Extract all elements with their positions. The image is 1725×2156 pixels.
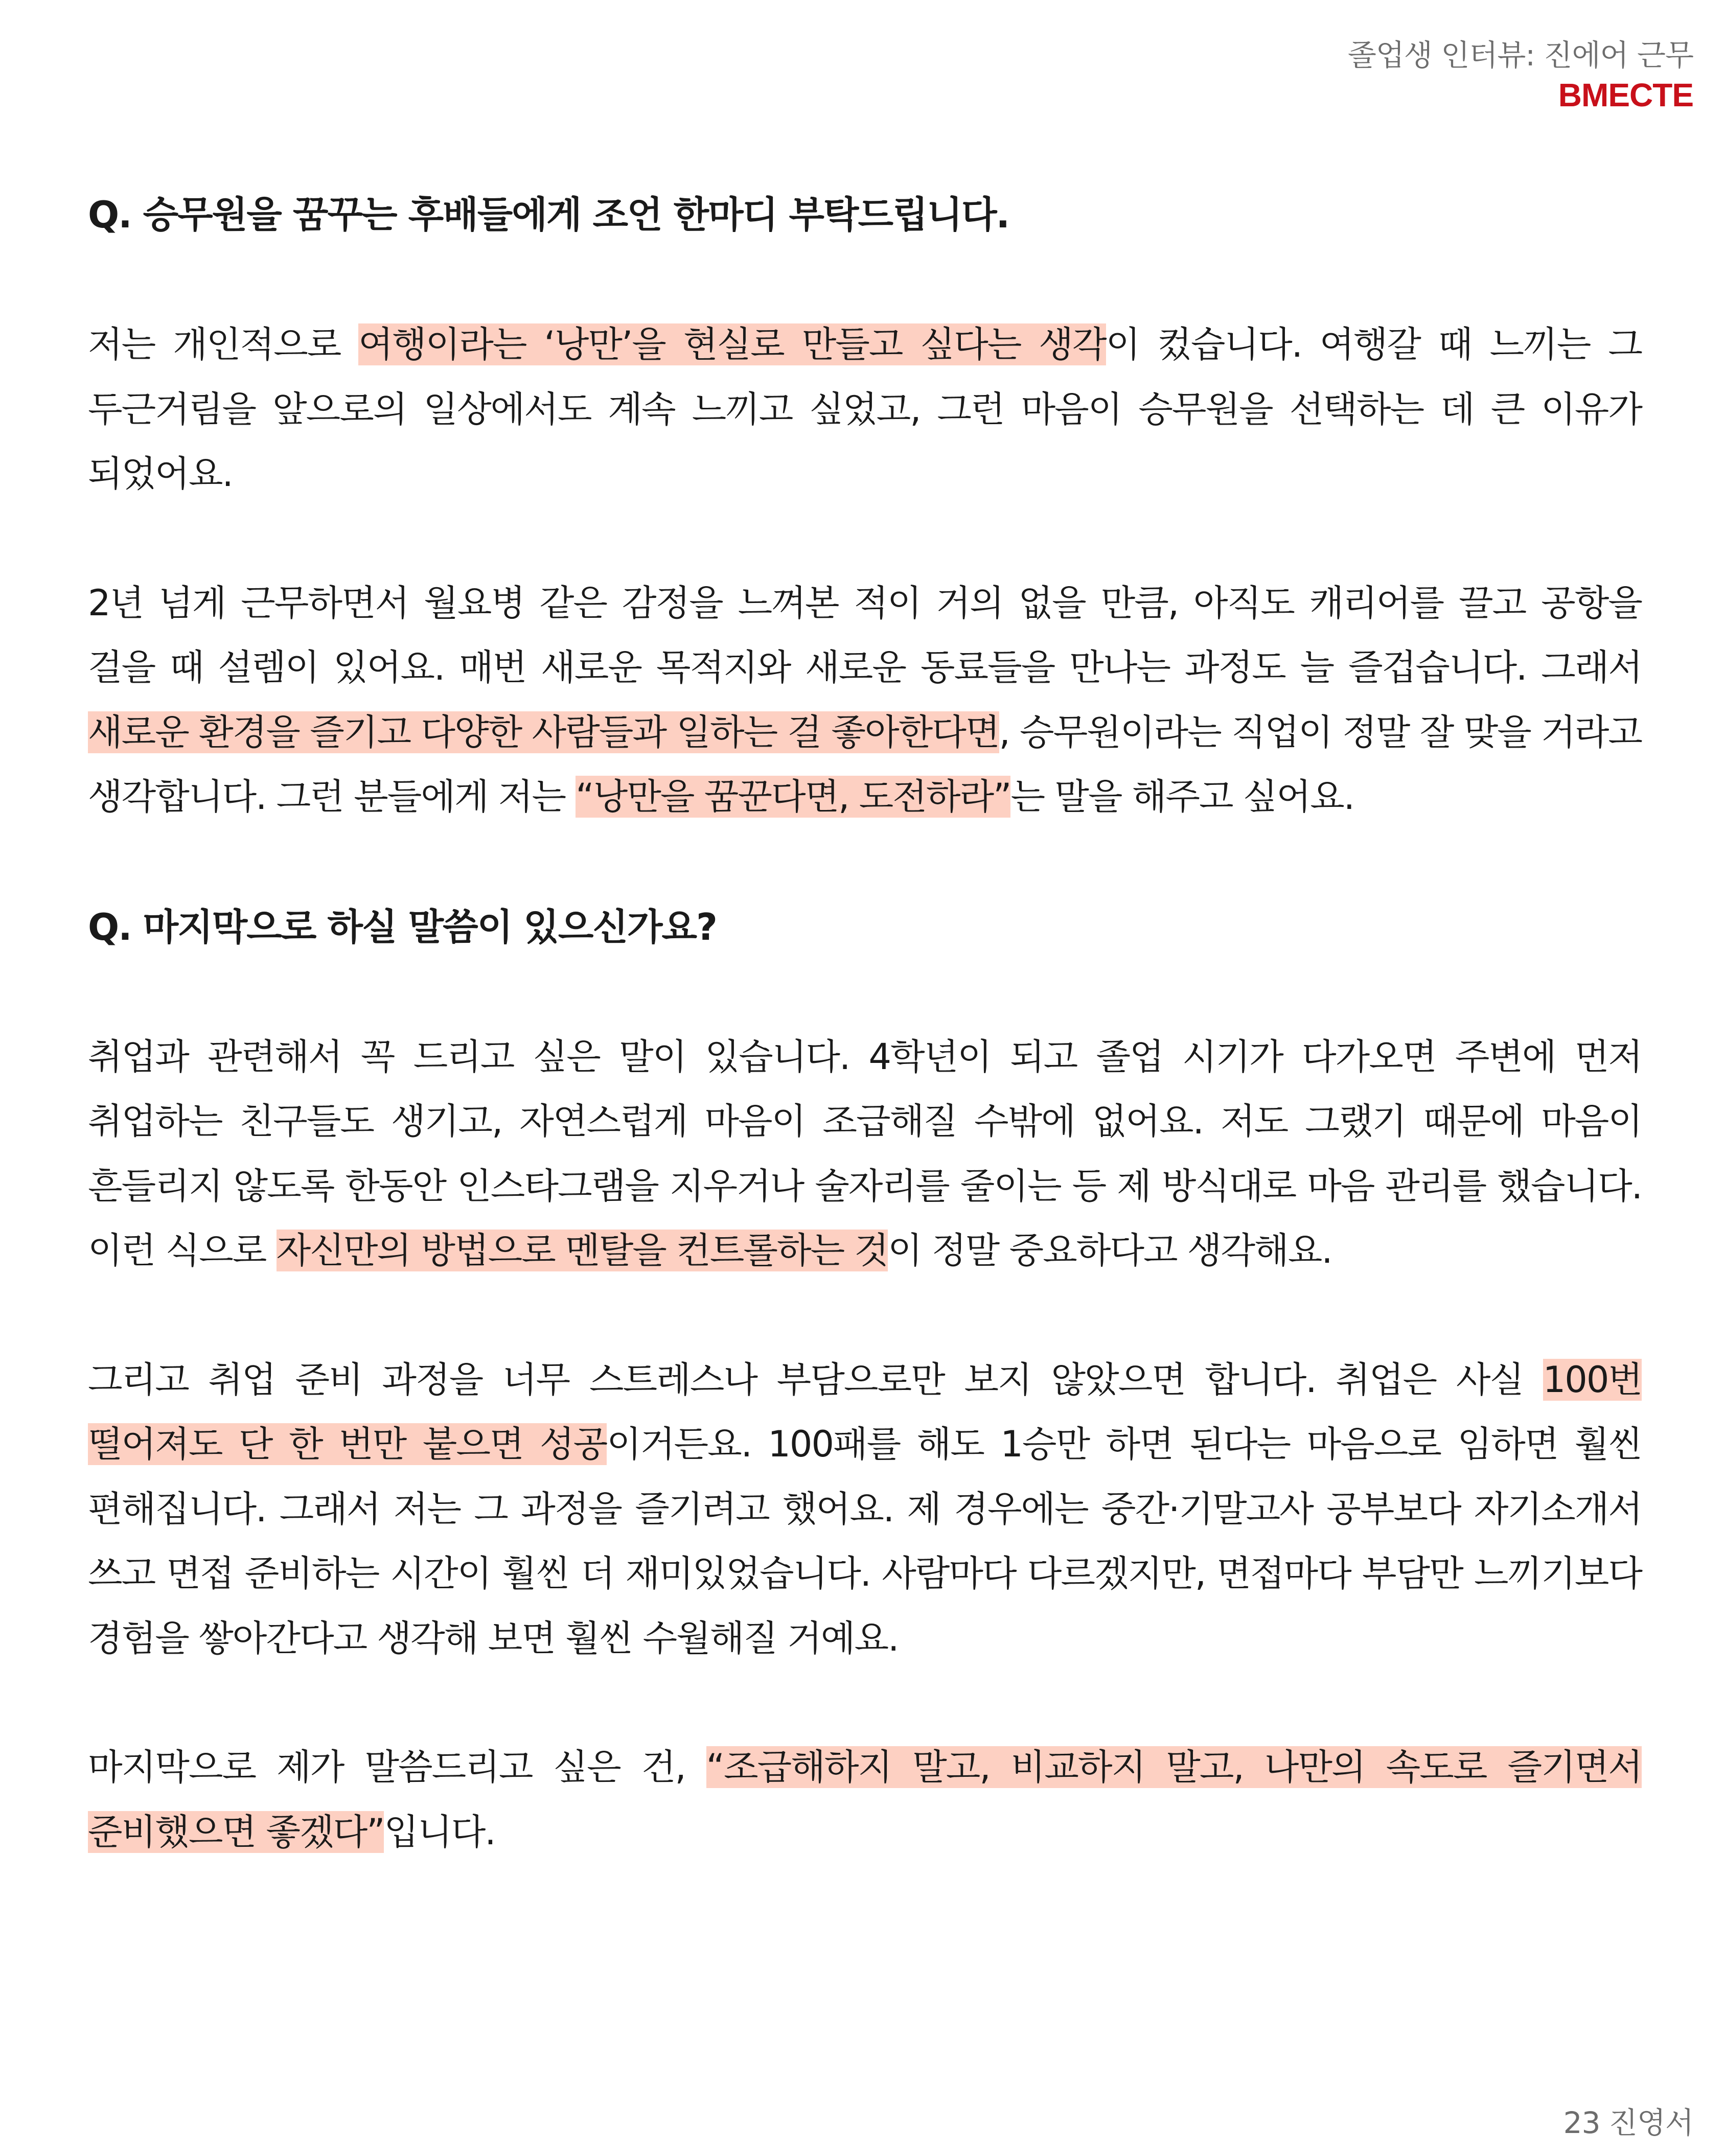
paragraph-text: 이거든요. 100패를 해도 1승만 하면 된다는 마음으로 임하면 훨씬 편해집니다. 그래서 저는 그 과정을 즐기려고 했어요. 제 경우에는 중간·기말고사 공부보다 자기소개서 쓰고 면접 준비하는 시간이 훨씬 더 재미있었습니다. 사람마다 다르겠지만, 면접마다 부담만 느끼기보다 경험을 쌓아간다고 생각해 보면 훨씬 수월해질 거예요. [88, 1423, 1642, 1659]
highlighted-phrase: 자신만의 방법으로 멘탈을 컨트롤하는 것 [276, 1230, 888, 1271]
page-number-footer: 23 진영서 [1563, 2105, 1693, 2140]
answer-paragraph-3 [88, 1025, 1642, 1283]
question-heading-1: Q. 승무원을 꿈꾸는 후배들에게 조언 한마디 부탁드립니다. [88, 193, 1009, 236]
highlighted-phrase: 100번 떨어져도 단 한 번만 붙으면 성공 [88, 1358, 1642, 1465]
answer-paragraph-2 [88, 571, 1642, 829]
answer-paragraph-4 [88, 1348, 1642, 1671]
paragraph-text: , 승무원이라는 직업이 정말 잘 맞을 거라고 생각합니다. 그런 분들에게 저는 [88, 711, 1642, 818]
answer-paragraph-5 [88, 1735, 1642, 1864]
paragraph-text: 는 말을 해주고 싶어요. [1010, 776, 1354, 818]
header-brand-logo: BMECTE [1558, 76, 1693, 113]
highlighted-quote: “낭만을 꿈꾼다면, 도전하라” [576, 776, 1011, 818]
question-heading-2: Q. 마지막으로 하실 말씀이 있으신가요? [88, 905, 717, 948]
paragraph-text: 취업과 관련해서 꼭 드리고 싶은 말이 있습니다. 4학년이 되고 졸업 시기가 다가오면 주변에 먼저 취업하는 친구들도 생기고, 자연스럽게 마음이 조급해질 수밖에 없어요. 저도 그랬기 때문에 마음이 흔들리지 않도록 한동안 인스타그램을 지우거나 술자리를 줄이는 등 제 방식대로 마음 관리를 했습니다. 이런 식으로 [88, 1035, 1642, 1271]
article-body [88, 181, 1642, 1864]
paragraph-text: 그리고 취업 준비 과정을 너무 스트레스나 부담으로만 보지 않았으면 합니다. 취업은 사실 [88, 1358, 1543, 1401]
highlighted-phrase: 새로운 환경을 즐기고 다양한 사람들과 일하는 걸 좋아한다면 [88, 711, 999, 753]
paragraph-text: 이 정말 중요하다고 생각해요. [888, 1230, 1332, 1271]
paragraph-text: 저는 개인적으로 [88, 323, 359, 365]
paragraph-text: 마지막으로 제가 말씀드리고 싶은 건, [88, 1746, 706, 1788]
page-header [1348, 37, 1693, 117]
paragraph-text: 입니다. [384, 1811, 495, 1853]
highlighted-quote: “조급해하지 말고, 비교하지 말고, 나만의 속도로 즐기면서 준비했으면 좋겠다” [88, 1746, 1642, 1853]
header-subtitle: 졸업생 인터뷰: 진에어 근무 [1347, 38, 1693, 73]
highlighted-phrase: 여행이라는 ‘낭만’을 현실로 만들고 싶다는 생각 [358, 323, 1106, 365]
paragraph-text: 이 컸습니다. 여행갈 때 느끼는 그 두근거림을 앞으로의 일상에서도 계속 느끼고 싶었고, 그런 마음이 승무원을 선택하는 데 큰 이유가 되었어요. [88, 323, 1642, 495]
answer-paragraph-1 [88, 312, 1642, 506]
paragraph-text: 2년 넘게 근무하면서 월요병 같은 감정을 느껴본 적이 거의 없을 만큼, 아직도 캐리어를 끌고 공항을 걸을 때 설렘이 있어요. 매번 새로운 목적지와 새로운 동료들을 만나는 과정도 늘 즐겁습니다. 그래서 [88, 582, 1642, 688]
